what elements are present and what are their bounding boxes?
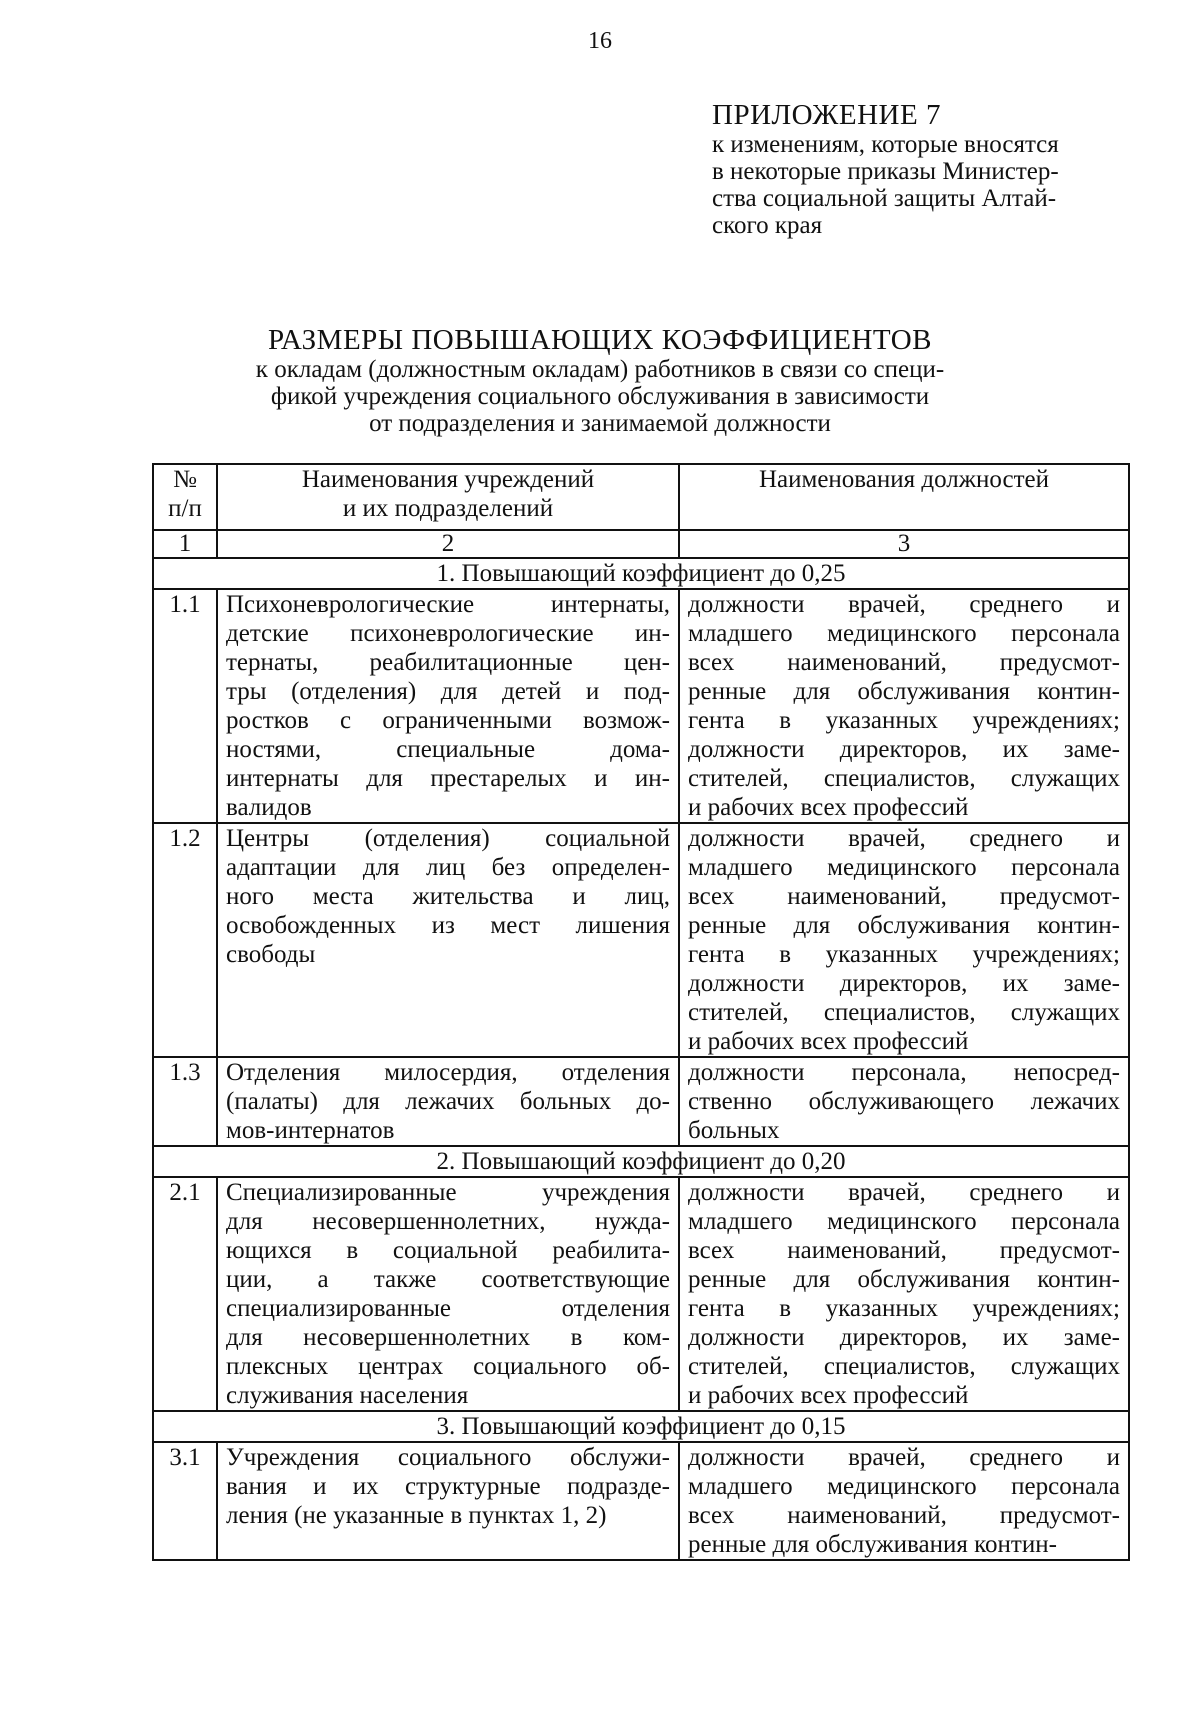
section-title: 1. Повышающий коэффициент до 0,25 [153,558,1129,589]
institution-line: ления (не указанные в пунктах 1, 2) [226,1502,607,1529]
positions-line: должности врачей, среднего и [688,825,1120,852]
column-index-row [153,530,1129,558]
positions-line: гента в указанных учреждениях; [688,941,1120,968]
column-index-cell: 3 [679,530,1129,558]
positions-line: ственно обслуживающего лежачих [688,1088,1120,1115]
row-number: 1.1 [153,589,217,823]
positions-cell [679,1177,1129,1411]
positions-line: должности директоров, их заме- [688,736,1120,763]
heading-subtitle-line: фикой учреждения социального обслуживания в зависимости [270,383,930,410]
positions-line: всех наименований, предусмот- [688,649,1120,676]
positions-line: больных [688,1117,780,1144]
table-row [153,823,1129,1057]
institution-line: ного места жительства и лиц, [226,883,670,910]
table-row [153,1177,1129,1411]
appendix-line: к изменениям, которые вносятся [712,131,1059,158]
positions-cell [679,589,1129,823]
positions-line: младшего медицинского персонала [688,854,1120,881]
row-number: 1.2 [153,823,217,1057]
positions-line: должности персонала, непосред- [688,1059,1120,1086]
institution-cell [217,1177,679,1411]
institution-line: Психоневрологические интернаты, [226,591,670,618]
section-title: 3. Повышающий коэффициент до 0,15 [153,1411,1129,1442]
institution-line: плексных центрах социального об- [226,1353,670,1380]
positions-line: должности врачей, среднего и [688,591,1120,618]
document-heading [150,324,1050,437]
positions-line: должности директоров, их заме- [688,970,1120,997]
institution-line: Центры (отделения) социальной [226,825,670,852]
positions-line: и рабочих всех профессий [688,1028,969,1055]
institution-line: вания и их структурные подразде- [226,1473,670,1500]
institution-cell [217,1057,679,1146]
institution-line: валидов [226,794,312,821]
institution-line: служивания населения [226,1382,469,1409]
positions-line: и рабочих всех профессий [688,794,969,821]
table-row [153,1057,1129,1146]
positions-line: стителей, специалистов, служащих [688,765,1120,792]
positions-line: и рабочих всех профессий [688,1382,969,1409]
institution-line: для несовершеннолетних, нужда- [226,1208,670,1235]
institution-line: ции, а также соответствующие [226,1266,670,1293]
positions-line: младшего медицинского персонала [688,1208,1120,1235]
institution-line: мов-интернатов [226,1117,395,1144]
page-number: 16 [588,28,612,54]
positions-cell [679,823,1129,1057]
institution-line: ностями, специальные дома- [226,736,670,763]
section-title: 2. Повышающий коэффициент до 0,20 [153,1146,1129,1177]
heading-title: РАЗМЕРЫ ПОВЫШАЮЩИХ КОЭФФИЦИЕНТОВ [267,324,933,356]
heading-subtitle-line: к окладам (должностным окладам) работников в связи со специ- [255,356,945,383]
positions-line: всех наименований, предусмот- [688,883,1120,910]
institution-line: свободы [226,941,316,968]
positions-line: должности врачей, среднего и [688,1179,1120,1206]
heading-subtitle-line: от подразделения и занимаемой должности [369,410,831,437]
header-institutions-line: Наименования учреждений [301,466,595,493]
institution-cell [217,823,679,1057]
positions-line: гента в указанных учреждениях; [688,1295,1120,1322]
positions-line: стителей, специалистов, служащих [688,999,1120,1026]
table-row [153,1442,1129,1560]
positions-line: младшего медицинского персонала [688,620,1120,647]
header-num-cell [153,464,217,530]
positions-line: ренные для обслуживания контин- [688,912,1120,939]
header-institutions-cell [217,464,679,530]
institution-line: детские психоневрологические ин- [226,620,670,647]
institution-line: ростков с ограниченными возмож- [226,707,670,734]
institution-line: тернаты, реабилитационные цен- [226,649,670,676]
positions-line: гента в указанных учреждениях; [688,707,1120,734]
column-index-cell: 1 [153,530,217,558]
row-number: 3.1 [153,1442,217,1560]
row-number: 2.1 [153,1177,217,1411]
positions-cell [679,1442,1129,1560]
header-institutions-line: и их подразделений [342,495,554,522]
institution-line: (палаты) для лежачих больных до- [226,1088,670,1115]
institution-line: для несовершеннолетних в ком- [226,1324,670,1351]
positions-line: всех наименований, предусмот- [688,1237,1120,1264]
appendix-line: ства социальной защиты Алтай- [712,185,1057,212]
positions-line: ренные для обслуживания контин- [688,678,1120,705]
appendix-line: в некоторые приказы Министер- [712,158,1059,185]
header-num-line: п/п [168,495,202,522]
header-positions-cell: Наименования должностей [679,464,1129,530]
table-row [153,589,1129,823]
institution-line: Отделения милосердия, отделения [226,1059,670,1086]
institution-line: Специализированные учреждения [226,1179,670,1206]
institution-line: Учреждения социального обслужи- [226,1444,670,1471]
positions-line: должности врачей, среднего и [688,1444,1120,1471]
header-num-line: № [173,466,197,493]
appendix-title: ПРИЛОЖЕНИЕ 7 [712,99,941,131]
section-title-row [153,558,1129,589]
institution-line: специализированные отделения [226,1295,670,1322]
positions-line: младшего медицинского персонала [688,1473,1120,1500]
institution-line: освобожденных из мест лишения [226,912,670,939]
institution-line: тры (отделения) для детей и под- [226,678,670,705]
positions-line: ренные для обслуживания контин- [688,1266,1120,1293]
institution-line: адаптации для лиц без определен- [226,854,670,881]
appendix-line: ского края [712,212,823,239]
institution-line: интернаты для престарелых и ин- [226,765,670,792]
institution-cell [217,589,679,823]
institution-cell [217,1442,679,1560]
positions-cell [679,1057,1129,1146]
positions-line: всех наименований, предусмот- [688,1502,1120,1529]
appendix-block [712,99,1132,239]
table-header-row [153,464,1129,530]
positions-line: должности директоров, их заме- [688,1324,1120,1351]
positions-line: ренные для обслуживания контин- [688,1531,1057,1558]
section-title-row [153,1146,1129,1177]
positions-line: стителей, специалистов, служащих [688,1353,1120,1380]
section-title-row [153,1411,1129,1442]
column-index-cell: 2 [217,530,679,558]
coefficients-table [152,463,1130,1561]
institution-line: ющихся в социальной реабилита- [226,1237,670,1264]
row-number: 1.3 [153,1057,217,1146]
